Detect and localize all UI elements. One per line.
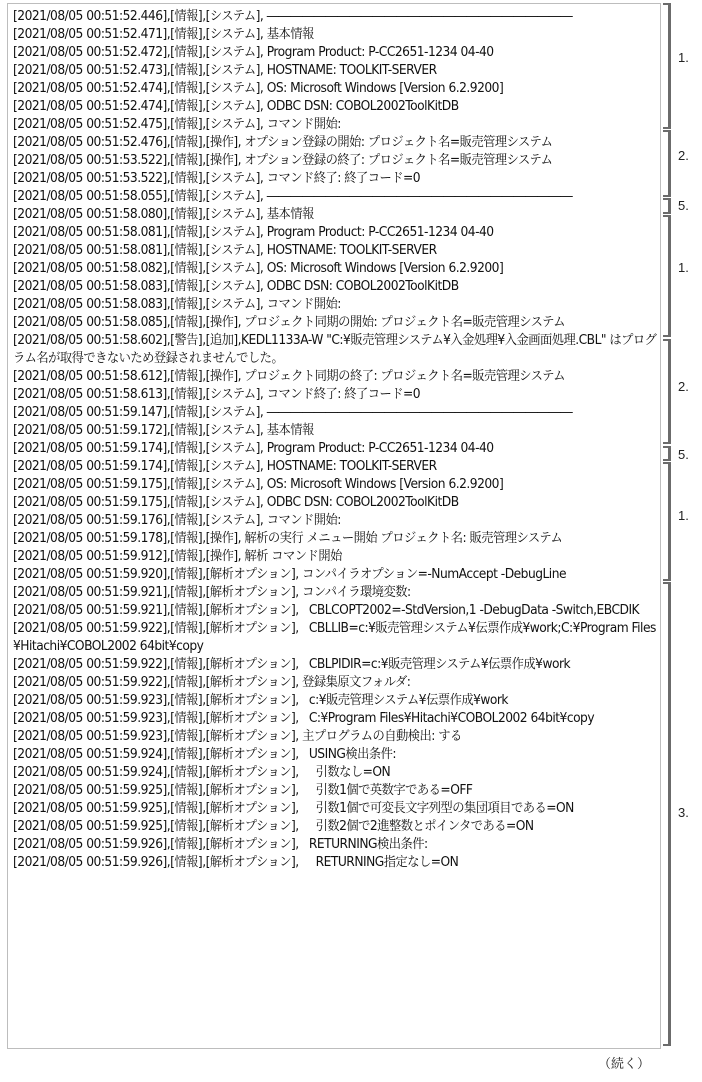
- log-line: [2021/08/05 00:51:59.922],[情報],[解析オプション], CBLLIB=c:¥販売管理システム¥伝票作成¥work;C:¥Program Files¥Hitachi¥COBOL2002 64bit¥copy: [13, 621, 656, 654]
- log-line: [2021/08/05 00:51:52.474],[情報],[システム], OS: Microsoft Windows [Version 6.2.9200]: [13, 81, 504, 96]
- annotation-label: 3.: [678, 805, 689, 820]
- log-line: [2021/08/05 00:51:59.920],[情報],[解析オプション], コンパイラオプション=-NumAccept -DebugLine: [13, 567, 567, 582]
- log-line: [2021/08/05 00:51:59.923],[情報],[解析オプション], 主プログラムの自動検出: する: [13, 729, 462, 744]
- log-line-warning: [2021/08/05 00:51:58.602],[警告],[追加],KEDL1133A-W "C:¥販売管理システム¥入金処理¥入金画面処理.CBL" はプログラム名が取得できないため登録されませんでした。: [13, 333, 657, 366]
- annotation-label: 5.: [678, 447, 689, 462]
- log-line: [2021/08/05 00:51:59.925],[情報],[解析オプション], 引数1個で可変長文字列型の集団項目である=ON: [13, 801, 574, 816]
- log-line: [2021/08/05 00:51:53.522],[情報],[システム], コマンド終了: 終了コード=0: [13, 171, 421, 186]
- log-output-box: [7, 3, 661, 1049]
- log-line: [2021/08/05 00:51:58.613],[情報],[システム], コマンド終了: 終了コード=0: [13, 387, 421, 402]
- log-line: [2021/08/05 00:51:59.925],[情報],[解析オプション], 引数2個で2進整数とポインタである=ON: [13, 819, 534, 834]
- log-line: [2021/08/05 00:51:59.174],[情報],[システム], HOSTNAME: TOOLKIT-SERVER: [13, 459, 437, 474]
- log-line: [2021/08/05 00:51:59.923],[情報],[解析オプション], C:¥Program Files¥Hitachi¥COBOL2002 64bit¥copy: [13, 711, 595, 726]
- annotation-label: 1.: [678, 50, 689, 65]
- log-line: [2021/08/05 00:51:59.926],[情報],[解析オプション], RETURNING検出条件:: [13, 837, 428, 852]
- bracket-group-2b: [663, 339, 671, 444]
- log-line: [2021/08/05 00:51:58.083],[情報],[システム], コマンド開始:: [13, 297, 341, 312]
- log-line: [2021/08/05 00:51:59.175],[情報],[システム], ODBC DSN: COBOL2002ToolKitDB: [13, 495, 459, 510]
- log-line: [2021/08/05 00:51:58.055],[情報],[システム], ――――――――――――――――――――――――――: [13, 189, 573, 204]
- log-line: [2021/08/05 00:51:59.921],[情報],[解析オプション], CBLCOPT2002=-StdVersion,1 -DebugData -Switch,EBCDIK: [13, 603, 640, 618]
- annotation-label: 2.: [678, 148, 689, 163]
- log-line: [2021/08/05 00:51:53.522],[情報],[操作], オプション登録の終了: プロジェクト名=販売管理システム: [13, 153, 553, 168]
- log-line: [2021/08/05 00:51:59.922],[情報],[解析オプション], CBLPIDIR=c:¥販売管理システム¥伝票作成¥work: [13, 657, 571, 672]
- log-line: [2021/08/05 00:51:52.473],[情報],[システム], HOSTNAME: TOOLKIT-SERVER: [13, 63, 437, 78]
- log-line: [2021/08/05 00:51:59.174],[情報],[システム], Program Product: P-CC2651-1234 04-40: [13, 441, 494, 456]
- log-line: [2021/08/05 00:51:59.176],[情報],[システム], コマンド開始:: [13, 513, 341, 528]
- log-line: [2021/08/05 00:51:59.175],[情報],[システム], OS: Microsoft Windows [Version 6.2.9200]: [13, 477, 504, 492]
- log-line: [2021/08/05 00:51:58.612],[情報],[操作], プロジェクト同期の終了: プロジェクト名=販売管理システム: [13, 369, 566, 384]
- log-line: [2021/08/05 00:51:59.924],[情報],[解析オプション], 引数なし=ON: [13, 765, 391, 780]
- log-line: [2021/08/05 00:51:58.081],[情報],[システム], Program Product: P-CC2651-1234 04-40: [13, 225, 494, 240]
- bracket-group-3: [663, 582, 671, 1046]
- bracket-group-1a: [663, 3, 671, 129]
- log-line: [2021/08/05 00:51:59.926],[情報],[解析オプション], RETURNING指定なし=ON: [13, 855, 459, 870]
- annotation-label: 1.: [678, 508, 689, 523]
- log-line: [2021/08/05 00:51:59.147],[情報],[システム], ――――――――――――――――――――――――――: [13, 405, 573, 420]
- log-line: [2021/08/05 00:51:52.471],[情報],[システム], 基本情報: [13, 27, 314, 42]
- bracket-group-1c: [663, 462, 671, 581]
- continued-label: （続く）: [597, 1057, 650, 1072]
- annotation-label: 1.: [678, 260, 689, 275]
- log-line: [2021/08/05 00:51:59.922],[情報],[解析オプション], 登録集原文フォルダ:: [13, 675, 411, 690]
- log-line: [2021/08/05 00:51:59.924],[情報],[解析オプション], USING検出条件:: [13, 747, 396, 762]
- annotation-label: 5.: [678, 198, 689, 213]
- log-line: [2021/08/05 00:51:58.085],[情報],[操作], プロジェクト同期の開始: プロジェクト名=販売管理システム: [13, 315, 566, 330]
- log-line: [2021/08/05 00:51:52.446],[情報],[システム], ――――――――――――――――――――――――――: [13, 9, 573, 24]
- bracket-group-1b: [663, 215, 671, 337]
- log-lines: [13, 8, 659, 872]
- log-line: [2021/08/05 00:51:59.172],[情報],[システム], 基本情報: [13, 423, 314, 438]
- log-line: [2021/08/05 00:51:59.912],[情報],[操作], 解析 コマンド開始: [13, 549, 342, 564]
- log-line: [2021/08/05 00:51:52.472],[情報],[システム], Program Product: P-CC2651-1234 04-40: [13, 45, 494, 60]
- log-line: [2021/08/05 00:51:59.925],[情報],[解析オプション], 引数1個で英数字である=OFF: [13, 783, 473, 798]
- log-line: [2021/08/05 00:51:52.476],[情報],[操作], オプション登録の開始: プロジェクト名=販売管理システム: [13, 135, 553, 150]
- bracket-group-5b: [663, 446, 671, 461]
- log-line: [2021/08/05 00:51:58.081],[情報],[システム], HOSTNAME: TOOLKIT-SERVER: [13, 243, 437, 258]
- log-line: [2021/08/05 00:51:58.082],[情報],[システム], OS: Microsoft Windows [Version 6.2.9200]: [13, 261, 504, 276]
- bracket-group-5a: [663, 198, 671, 214]
- log-line: [2021/08/05 00:51:59.178],[情報],[操作], 解析の実行 メニュー開始 プロジェクト名: 販売管理システム: [13, 531, 563, 546]
- log-line: [2021/08/05 00:51:52.474],[情報],[システム], ODBC DSN: COBOL2002ToolKitDB: [13, 99, 459, 114]
- log-line: [2021/08/05 00:51:59.921],[情報],[解析オプション], コンパイラ環境変数:: [13, 585, 411, 600]
- annotation-label: 2.: [678, 379, 689, 394]
- log-line: [2021/08/05 00:51:59.923],[情報],[解析オプション], c:¥販売管理システム¥伝票作成¥work: [13, 693, 509, 708]
- log-line: [2021/08/05 00:51:58.080],[情報],[システム], 基本情報: [13, 207, 314, 222]
- bracket-group-2a: [663, 130, 671, 197]
- log-line: [2021/08/05 00:51:52.475],[情報],[システム], コマンド開始:: [13, 117, 341, 132]
- log-line: [2021/08/05 00:51:58.083],[情報],[システム], ODBC DSN: COBOL2002ToolKitDB: [13, 279, 459, 294]
